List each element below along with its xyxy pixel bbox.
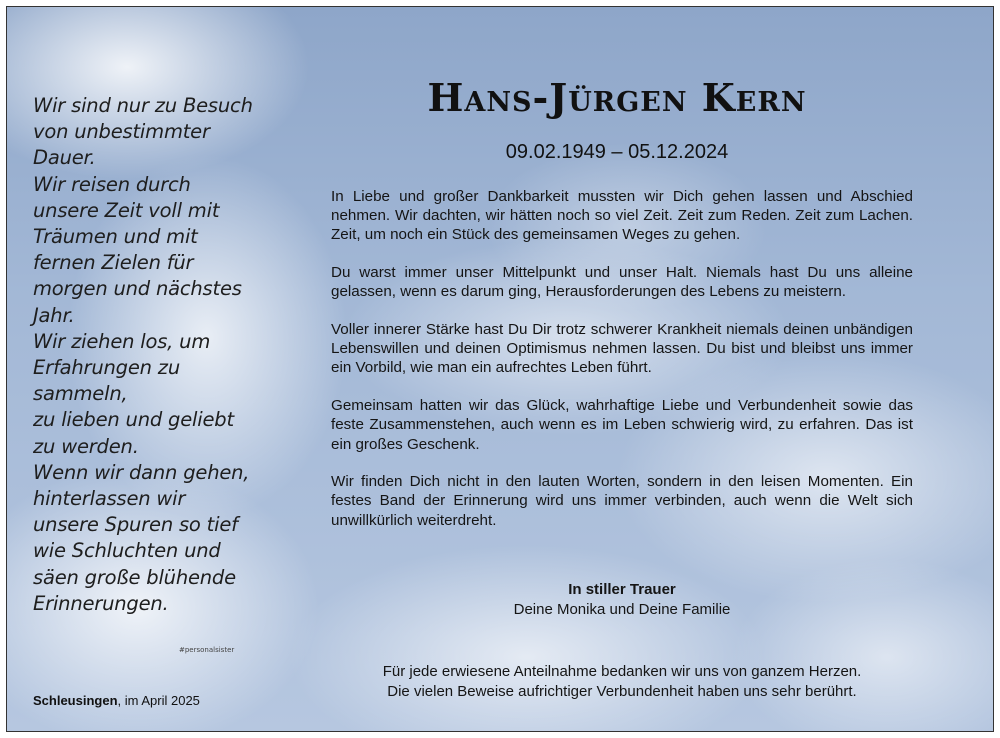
poem-line: von unbestimmter	[33, 120, 210, 144]
thanks-block	[337, 662, 907, 702]
poem-line: Wenn wir dann gehen,	[33, 460, 250, 484]
poem-credit: #personalsister	[179, 646, 235, 654]
poem-line: morgen und nächstes	[33, 277, 242, 301]
poem-line: Wir reisen durch	[33, 172, 191, 196]
poem-line: säen große blühende	[33, 565, 236, 589]
obituary-text	[331, 187, 913, 548]
poem-line: Wir ziehen los, um	[33, 329, 211, 353]
poem	[33, 93, 263, 617]
poem-line: zu werden.	[33, 434, 139, 458]
place-date	[33, 693, 200, 708]
poem-line: unsere Zeit voll mit	[33, 198, 220, 222]
paragraph: Voller innerer Stärke hast Du Dir trotz schwerer Krankheit niemals deinen unbändigen Lebenswillen und deinen Optimismus nehmen lassen. Du bist und bleibst uns immer ein Vorbild, wie man ein aufrechtes Leben führt.	[331, 321, 913, 377]
poem-line: fernen Zielen für	[33, 251, 194, 275]
poem-line: Jahr.	[33, 303, 75, 327]
poem-line: zu lieben und geliebt	[33, 408, 234, 432]
obituary-notice	[6, 6, 994, 732]
paragraph: Wir finden Dich nicht in den lauten Worten, sondern in den leisen Momenten. Ein festes Band der Erinnerung wird uns immer verbinden, auch wenn die Welt sich unwillkürlich weiterdreht.	[331, 473, 913, 529]
poem-line: Erfahrungen zu	[33, 356, 180, 380]
poem-line: Erinnerungen.	[33, 591, 169, 615]
place-date-text: , im April 2025	[117, 693, 200, 708]
poem-line: Wir sind nur zu Besuch	[33, 94, 253, 117]
paragraph: Gemeinsam hatten wir das Glück, wahrhaftige Liebe und Verbundenheit sowie das feste Zusammenstehen, auch wenn es im Leben schwierig wird, zu erfahren. Das ist ein großes Geschenk.	[331, 397, 913, 453]
poem-line: Träumen und mit	[33, 225, 198, 249]
poem-line: hinterlassen wir	[33, 487, 186, 511]
thanks-line: Für jede erwiesene Anteilnahme bedanken wir uns von ganzem Herzen.	[382, 663, 862, 680]
poem-line: Dauer.	[33, 146, 96, 170]
life-dates: 09.02.1949 – 05.12.2024	[505, 141, 729, 163]
thanks-line: Die vielen Beweise aufrichtiger Verbundenheit haben uns sehr berührt.	[387, 683, 857, 700]
deceased-name: Hans-Jürgen Kern	[427, 75, 807, 120]
signature-names: Deine Monika und Deine Familie	[513, 601, 731, 618]
place-city: Schleusingen	[33, 693, 118, 708]
poem-line: unsere Spuren so tief	[33, 513, 238, 537]
paragraph: In Liebe und großer Dankbarkeit mussten wir Dich gehen lassen und Abschied nehmen. Wir dachten, wir hätten noch so viel Zeit. Zeit zum Reden. Zeit zum Lachen. Zeit, um noch ein Stück des gemeinsamen Weges zu gehen.	[331, 188, 913, 244]
signature-heading: In stiller Trauer	[568, 581, 676, 598]
poem-line: sammeln,	[33, 382, 128, 406]
signature-block	[337, 580, 907, 620]
poem-line: wie Schluchten und	[33, 539, 221, 563]
paragraph: Du warst immer unser Mittelpunkt und unser Halt. Niemals hast Du uns alleine gelassen, wenn es darum ging, Herausforderungen des Lebens zu meistern.	[331, 264, 913, 301]
